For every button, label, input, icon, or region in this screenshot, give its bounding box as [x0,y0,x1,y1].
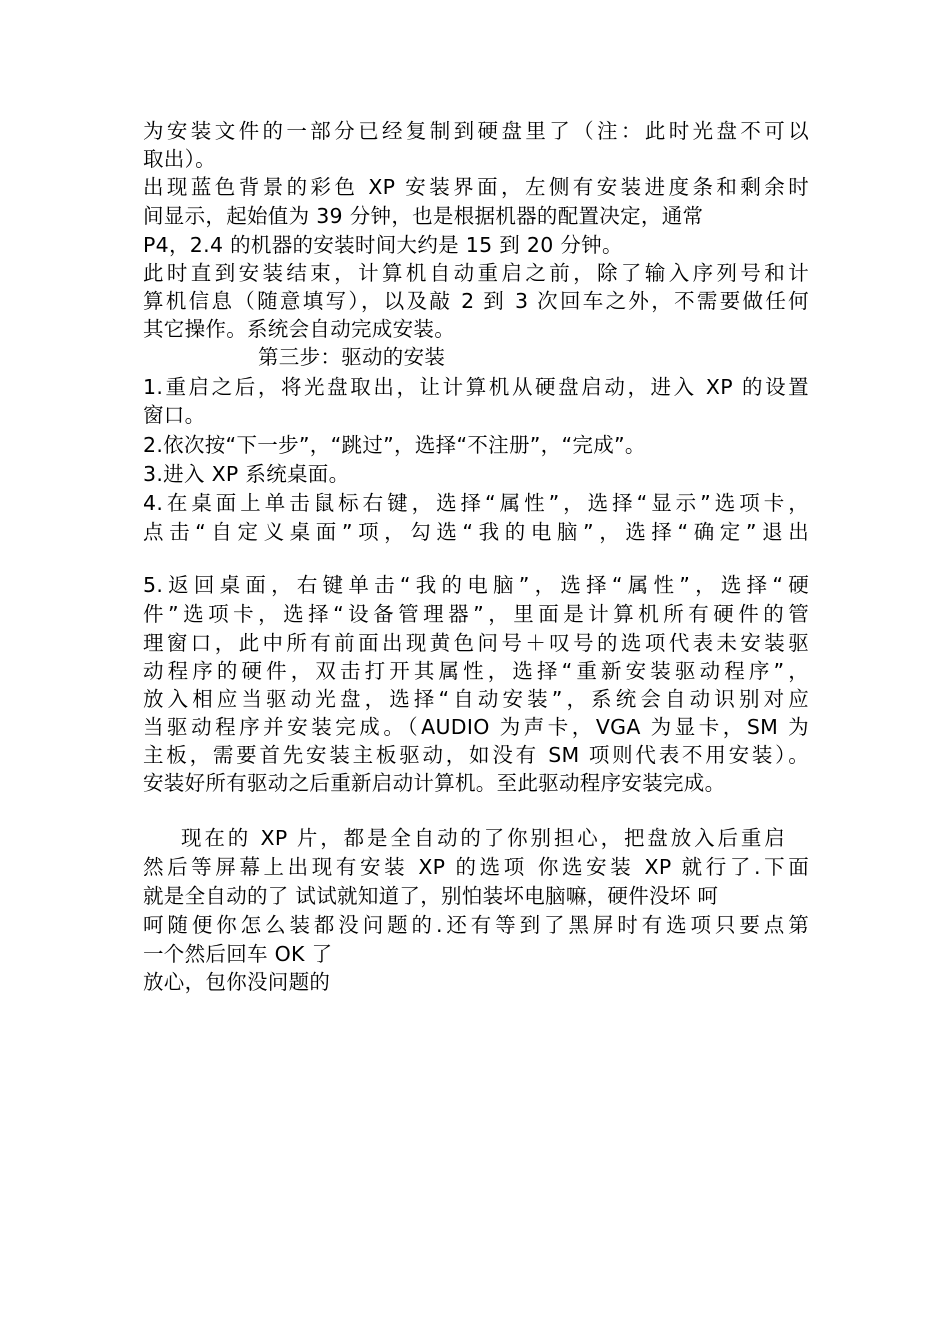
text-line: 就是全自动的了 试试就知道了，别怕装坏电脑嘛，硬件没坏 呵 [143,884,719,908]
text-line: 现在的 XP 片，都是全自动的了你别担心，把盘放入后重启 [181,826,785,850]
text-line: 4.在桌面上单击鼠标右键，选择“属性”，选择“显示”选项卡， [143,491,809,515]
text-line: 放入相应当驱动光盘，选择“自动安装”，系统会自动识别对应 [143,687,809,711]
text-line: 为安装文件的一部分已经复制到硬盘里了（注：此时光盘不可以 [143,119,809,143]
text-line: 点击“自定义桌面”项，勾选“我的电脑”，选择“确定”退出 [143,520,809,544]
text-line: 安装好所有驱动之后重新启动计算机。至此驱动程序安装完成。 [143,771,726,795]
text-line: 此时直到安装结束，计算机自动重启之前，除了输入序列号和计 [143,261,809,285]
text-line: 出现蓝色背景的彩色 XP 安装界面，左侧有安装进度条和剩余时 [143,175,809,199]
text-line: 主板，需要首先安装主板驱动，如没有 SM 项则代表不用安装）。 [143,743,809,767]
section-heading: 第三步：驱动的安装 [258,345,446,369]
text-line: 其它操作。系统会自动完成安装。 [143,317,455,341]
text-line: 当驱动程序并安装完成。（AUDIO 为声卡，VGA 为显卡，SM 为 [143,715,809,739]
text-line: 算机信息（随意填写），以及敲 2 到 3 次回车之外，不需要做任何 [143,289,809,313]
text-line: 放心，包你没问题的 [143,970,331,994]
text-line: 间显示，起始值为 39 分钟，也是根据机器的配置决定，通常 [143,204,704,228]
text-line: 一个然后回车 OK 了 [143,942,333,966]
text-line: 呵随便你怎么装都没问题的.还有等到了黑屏时有选项只要点第 [143,913,809,937]
text-line: 5.返回桌面，右键单击“我的电脑”，选择“属性”，选择“硬 [143,573,809,597]
text-line: 理窗口，此中所有前面出现黄色问号＋叹号的选项代表未安装驱 [143,631,809,655]
text-line: 件”选项卡，选择“设备管理器”，里面是计算机所有硬件的管 [143,602,809,626]
text-line: 3.进入 XP 系统桌面。 [143,462,350,486]
text-line: 动程序的硬件，双击打开其属性，选择“重新安装驱动程序”， [143,659,809,683]
text-line: 窗口。 [143,403,206,427]
text-line: 然后等屏幕上出现有安装 XP 的选项 你选安装 XP 就行了.下面 [143,855,809,879]
text-line: 2.依次按“下一步”，“跳过”，选择“不注册”，“完成”。 [143,433,646,457]
text-line: 取出）。 [143,147,216,171]
text-line: 1.重启之后，将光盘取出，让计算机从硬盘启动，进入 XP 的设置 [143,375,809,399]
text-line: P4，2.4 的机器的安装时间大约是 15 到 20 分钟。 [143,233,623,257]
